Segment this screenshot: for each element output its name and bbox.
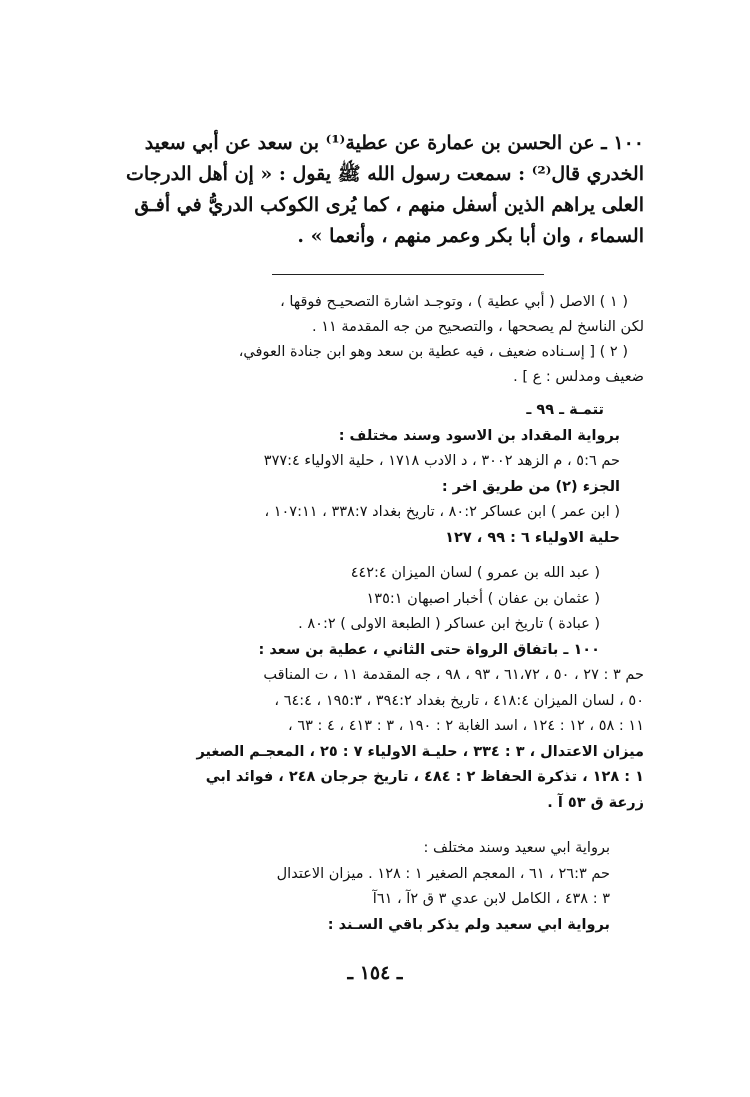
hadith-line: العلى يراهم الذين أسفل منهم ، كما يُرى الكوكب الدريُّ في أفـق bbox=[134, 194, 644, 216]
supplement-line: حم ٥:٦ ، م الزهد ٣٠٠٢ ، د الادب ١٧١٨ ، حلية الاولياء ٣٧٧:٤ bbox=[263, 453, 620, 469]
footnote-line: لكن الناسخ لم يصححها ، والتصحيح من جه المقدمة ١١ . bbox=[311, 319, 644, 335]
ref-line: ١٠٠ ـ باتفاق الرواة حتى الثاني ، عطية بن سعد : bbox=[258, 641, 600, 658]
hadith-line: السماء ، وان أبا بكر وعمر منهم ، وأنعما » . bbox=[297, 225, 644, 247]
ref-line: ( عثمان بن عفان ) أخبار اصبهان ١٣٥:١ bbox=[366, 590, 600, 607]
lower-line: ٣ : ٤٣٨ ، الكامل لابن عدي ٣ ق ٢آ ، ٦١آ bbox=[372, 891, 610, 907]
ref-line: زرعة ق ٥٣ آ . bbox=[547, 794, 644, 811]
lower-line: برواية ابي سعيد وسند مختلف : bbox=[423, 840, 610, 856]
supplement-line: ( ابن عمر ) ابن عساكر ٨٠:٢ ، تاريخ بغداد ٣٣٨:٧ ، ١٠٧:١١ ، bbox=[264, 504, 620, 520]
lower-line: برواية ابي سعيد ولم يذكر باقي السـند : bbox=[327, 916, 610, 933]
reference-block bbox=[196, 663, 644, 816]
ref-line: ١١ : ٥٨ ، ١٢ : ١٢٤ ، اسد الغابة ٢ : ١٩٠ ، ٣ : ٤١٣ ، ٤ : ٦٣ ، bbox=[288, 718, 644, 734]
footnotes bbox=[239, 290, 644, 390]
ref-line: ١ : ١٢٨ ، تذكرة الحفاظ ٢ : ٤٨٤ ، تاريخ جرجان ٢٤٨ ، فوائد ابي bbox=[205, 769, 644, 785]
ref-line: ميزان الاعتدال ، ٣ : ٣٣٤ ، حليـة الاولياء ٧ : ٢٥ ، المعجـم الصغير bbox=[196, 743, 644, 760]
ref-line: ( عبادة ) تاريخ ابن عساكر ( الطبعة الاولى ) ٨٠:٢ . bbox=[298, 616, 600, 632]
supplement-section bbox=[339, 398, 620, 449]
footnote-line: ( ١ ) الاصل ( أبي عطية ) ، وتوجـد اشارة التصحيـح فوقها ، bbox=[280, 294, 628, 310]
footnote-divider bbox=[272, 274, 544, 275]
supplement-line: برواية المقداد بن الاسود وسند مختلف : bbox=[338, 427, 620, 444]
ref-line: ( عبد الله بن عمرو ) لسان الميزان ٤٤٢:٤ bbox=[350, 565, 600, 581]
supplement-refs bbox=[264, 449, 620, 551]
supplement-line: الجزء (٢) من طريق اخر : bbox=[441, 478, 620, 495]
page-number: ـ ١٥٤ ـ bbox=[347, 962, 403, 984]
indented-refs bbox=[259, 561, 600, 663]
supplement-line: حلية الاولياء ٦ : ٩٩ ، ١٢٧ bbox=[445, 529, 620, 546]
lower-section bbox=[277, 836, 610, 938]
hadith-line: الخدري قال⁽²⁾ : سمعت رسول الله ﷺ يقول : « إن أهل الدرجات bbox=[126, 163, 644, 185]
lower-line: حم ٢٦:٣ ، ٦١ ، المعجم الصغير ١ : ١٢٨ . ميزان الاعتدال bbox=[276, 865, 610, 882]
ref-line: ٥٠ ، لسان الميزان ٤١٨:٤ ، تاريخ بغداد ٣٩٤:٢ ، ١٩٥:٣ ، ٦٤:٤ ، bbox=[274, 692, 644, 709]
ref-line: حم ٣ : ٢٧ ، ٥٠ ، ٦١،٧٢ ، ٩٣ ، ٩٨ ، جه المقدمة ١١ ، ت المناقب bbox=[263, 667, 644, 683]
footnote-line: ضعيف ومدلس : ع ] . bbox=[513, 369, 644, 385]
hadith-text bbox=[126, 128, 644, 252]
supplement-heading: تتمـة ـ ٩٩ ـ bbox=[526, 402, 604, 418]
hadith-line: ١٠٠ ـ عن الحسن بن عمارة عن عطية⁽¹⁾ بن سعد عن أبي سعيد bbox=[144, 132, 644, 154]
footnote-line: ( ٢ ) [ إسـناده ضعيف ، فيه عطية بن سعد وهو ابن جنادة العوفي، bbox=[238, 344, 628, 360]
